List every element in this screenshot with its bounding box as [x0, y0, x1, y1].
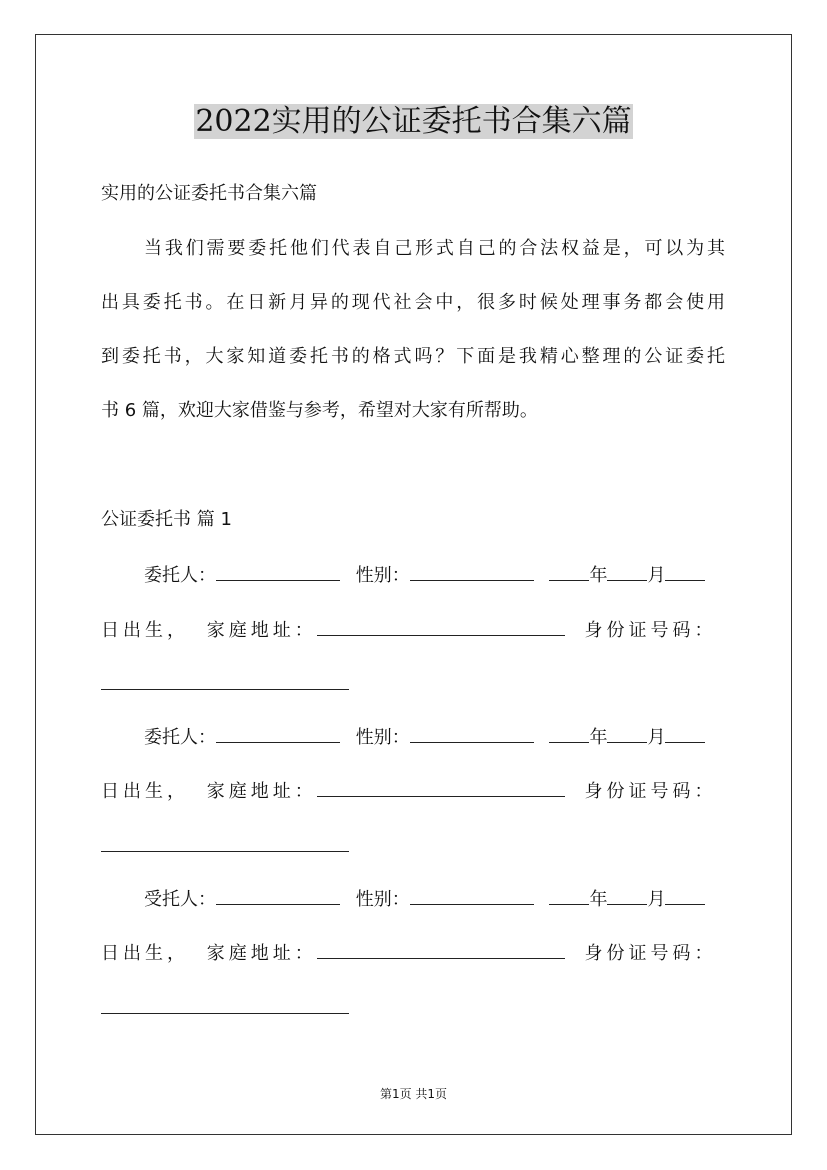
intro-line-4: 书 6 篇，欢迎大家借鉴与参考，希望对大家有所帮助。	[101, 400, 538, 421]
person-1-line-2	[101, 617, 716, 644]
section-heading: 公证委托书 篇 1	[101, 509, 232, 530]
id-blank	[101, 995, 349, 1014]
role-blank	[216, 886, 340, 905]
person-3-line-1	[144, 886, 705, 913]
day-blank	[665, 724, 705, 743]
address-blank	[317, 778, 565, 797]
year-label: 年	[589, 565, 608, 586]
address-blank	[317, 940, 565, 959]
birth-label: 日出生，	[101, 781, 189, 802]
person-3-line-2	[101, 940, 716, 967]
gender-blank	[410, 562, 534, 581]
month-blank	[607, 886, 647, 905]
year-blank	[549, 562, 589, 581]
address-label: 家庭地址：	[206, 781, 317, 802]
address-label: 家庭地址：	[206, 620, 317, 641]
subtitle: 实用的公证委托书合集六篇	[101, 183, 317, 204]
person-1-line-3	[101, 671, 349, 698]
gender-label: 性别：	[355, 727, 410, 748]
address-blank	[317, 617, 565, 636]
document-title: 2022实用的公证委托书合集六篇	[195, 104, 632, 139]
gender-label: 性别：	[355, 889, 410, 910]
id-label: 身份证号码：	[584, 943, 717, 964]
day-blank	[665, 886, 705, 905]
id-blank	[101, 671, 349, 690]
year-blank	[549, 724, 589, 743]
person-role: 委托人：	[144, 565, 216, 586]
birth-label: 日出生，	[101, 943, 189, 964]
page-footer: 第1页 共1页	[379, 1087, 448, 1101]
person-1-line-1	[144, 562, 705, 589]
month-label: 月	[647, 727, 666, 748]
id-blank	[101, 833, 349, 852]
year-label: 年	[589, 727, 608, 748]
document-title-wrap	[0, 100, 827, 144]
person-role: 受托人：	[144, 889, 216, 910]
gender-blank	[410, 886, 534, 905]
address-label: 家庭地址：	[206, 943, 317, 964]
person-role: 委托人：	[144, 727, 216, 748]
intro-line-1: 当我们需要委托他们代表自己形式自己的合法权益是，可以为其	[144, 238, 725, 259]
month-blank	[607, 724, 647, 743]
person-2-line-1	[144, 724, 705, 751]
birth-label: 日出生，	[101, 620, 189, 641]
day-blank	[665, 562, 705, 581]
role-blank	[216, 562, 340, 581]
person-2-line-3	[101, 833, 349, 860]
person-2-line-2	[101, 778, 716, 805]
month-blank	[607, 562, 647, 581]
id-label: 身份证号码：	[584, 620, 717, 641]
intro-line-2: 出具委托书。在日新月异的现代社会中，很多时候处理事务都会使用	[101, 292, 725, 313]
month-label: 月	[647, 889, 666, 910]
gender-blank	[410, 724, 534, 743]
person-3-line-3	[101, 995, 349, 1022]
intro-line-3: 到委托书，大家知道委托书的格式吗？下面是我精心整理的公证委托	[101, 346, 725, 367]
year-label: 年	[589, 889, 608, 910]
id-label: 身份证号码：	[584, 781, 717, 802]
gender-label: 性别：	[355, 565, 410, 586]
month-label: 月	[647, 565, 666, 586]
year-blank	[549, 886, 589, 905]
role-blank	[216, 724, 340, 743]
